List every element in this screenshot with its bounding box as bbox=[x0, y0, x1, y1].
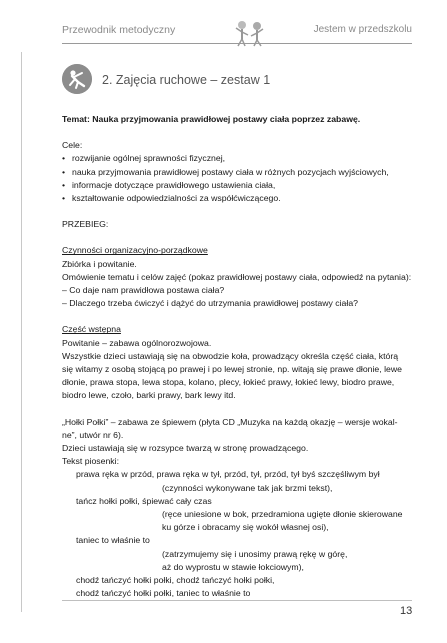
paragraph-line: – Co daje nam prawidłowa postawa ciała? bbox=[62, 285, 225, 296]
topic-line: Temat: Nauka przyjmowania prawidłowej postawy ciała poprzez zabawę. bbox=[62, 114, 361, 124]
paragraph-line: Dzieci ustawiają się w rozsypce twarzą w stronę prowadzącego. bbox=[62, 443, 309, 454]
header-rule bbox=[62, 43, 412, 44]
document-body bbox=[62, 113, 414, 601]
margin-rule bbox=[21, 52, 22, 612]
song-line: aż do wyprostu w stawie łokciowym), bbox=[162, 561, 304, 572]
intro-part-heading: Część wstępna bbox=[62, 324, 121, 335]
song-line: (ręce uniesione w bok, przedramiona ugięte dłonie skierowane bbox=[162, 509, 403, 520]
paragraph-line: Tekst piosenki: bbox=[62, 456, 119, 467]
paragraph-line: biodro lewe, czoło, barki prawy, bark lewy itd. bbox=[62, 390, 236, 401]
paragraph-line: dłonie, prawa stopa, lewa stopa, kolano, plecy, łokieć prawy, łokieć lewy, biodro prawe, bbox=[62, 377, 395, 388]
goal-item: • kształtowanie odpowiedzialności za współćwiczącego. bbox=[62, 192, 414, 205]
footer-rule bbox=[62, 600, 412, 601]
song-line: chodź tańczyć hołki połki, taniec to właśnie to bbox=[76, 588, 251, 599]
paragraph-line: Powitanie – zabawa ogólnorozwojowa. bbox=[62, 337, 212, 348]
paragraph-line: ne”, utwór nr 6). bbox=[62, 429, 124, 440]
paragraph-line: Wszystkie dzieci ustawiają się na obwodzie koła, prowadzący określa część ciała, którą bbox=[62, 350, 399, 361]
exercise-figure-icon bbox=[62, 64, 92, 94]
paragraph-line: się witamy z osobą stojącą po prawej i po lewej stronie, np. witają się prawe dłonie, lewe bbox=[62, 364, 402, 375]
course-heading: PRZEBIEG: bbox=[62, 219, 109, 230]
song-line: prawa ręka w przód, prawa ręka w tył, przód, tył, przód, tył byś szczęśliwym był bbox=[76, 469, 380, 480]
header-left-title: Przewodnik metodyczny bbox=[62, 24, 176, 36]
song-line: (zatrzymujemy się i unosimy prawą rękę w górę, bbox=[162, 548, 348, 559]
goal-item: • informacje dotyczące prawidłowego ustawienia ciała, bbox=[62, 179, 414, 192]
paragraph-line: Zbiórka i powitanie. bbox=[62, 258, 137, 269]
paragraph-line: Omówienie tematu i celów zajęć (pokaz prawidłowej postawy ciała, odpowiedź na pytania): bbox=[62, 271, 412, 282]
section-title: 2. Zajęcia ruchowe – zestaw 1 bbox=[102, 73, 271, 87]
song-line: chodź tańczyć hołki połki, chodź tańczyć hołki połki, bbox=[76, 575, 275, 586]
song-line: ku górze i obracamy się wokół własnej osi), bbox=[162, 522, 329, 533]
section-heading bbox=[62, 64, 412, 94]
header-right-title: Jestem w przedszkolu bbox=[313, 24, 412, 35]
song-line: (czynności wykonywane tak jak brzmi tekst), bbox=[162, 482, 333, 493]
goal-item: • rozwijanie ogólnej sprawności fizycznej, bbox=[62, 152, 414, 165]
goal-item: • nauka przyjmowania prawidłowej postawy ciała w różnych pozycjach wyjściowych, bbox=[62, 166, 414, 179]
organizational-heading: Czynności organizacyjno-porządkowe bbox=[62, 245, 208, 256]
page-number: 13 bbox=[400, 605, 413, 617]
paragraph-line: – Dlaczego trzeba ćwiczyć i dążyć do utrzymania prawidłowej postawy ciała? bbox=[62, 298, 358, 309]
song-line: taniec to właśnie to bbox=[76, 535, 150, 546]
page-header bbox=[62, 18, 412, 44]
goals-heading: Cele: bbox=[62, 140, 83, 151]
song-line: tańcz hołki połki, śpiewać cały czas bbox=[76, 495, 212, 506]
paragraph-line: „Hołki Połki” – zabawa ze śpiewem (płyta CD „Muzyka na każdą okazję – wersje wokal- bbox=[62, 416, 398, 427]
